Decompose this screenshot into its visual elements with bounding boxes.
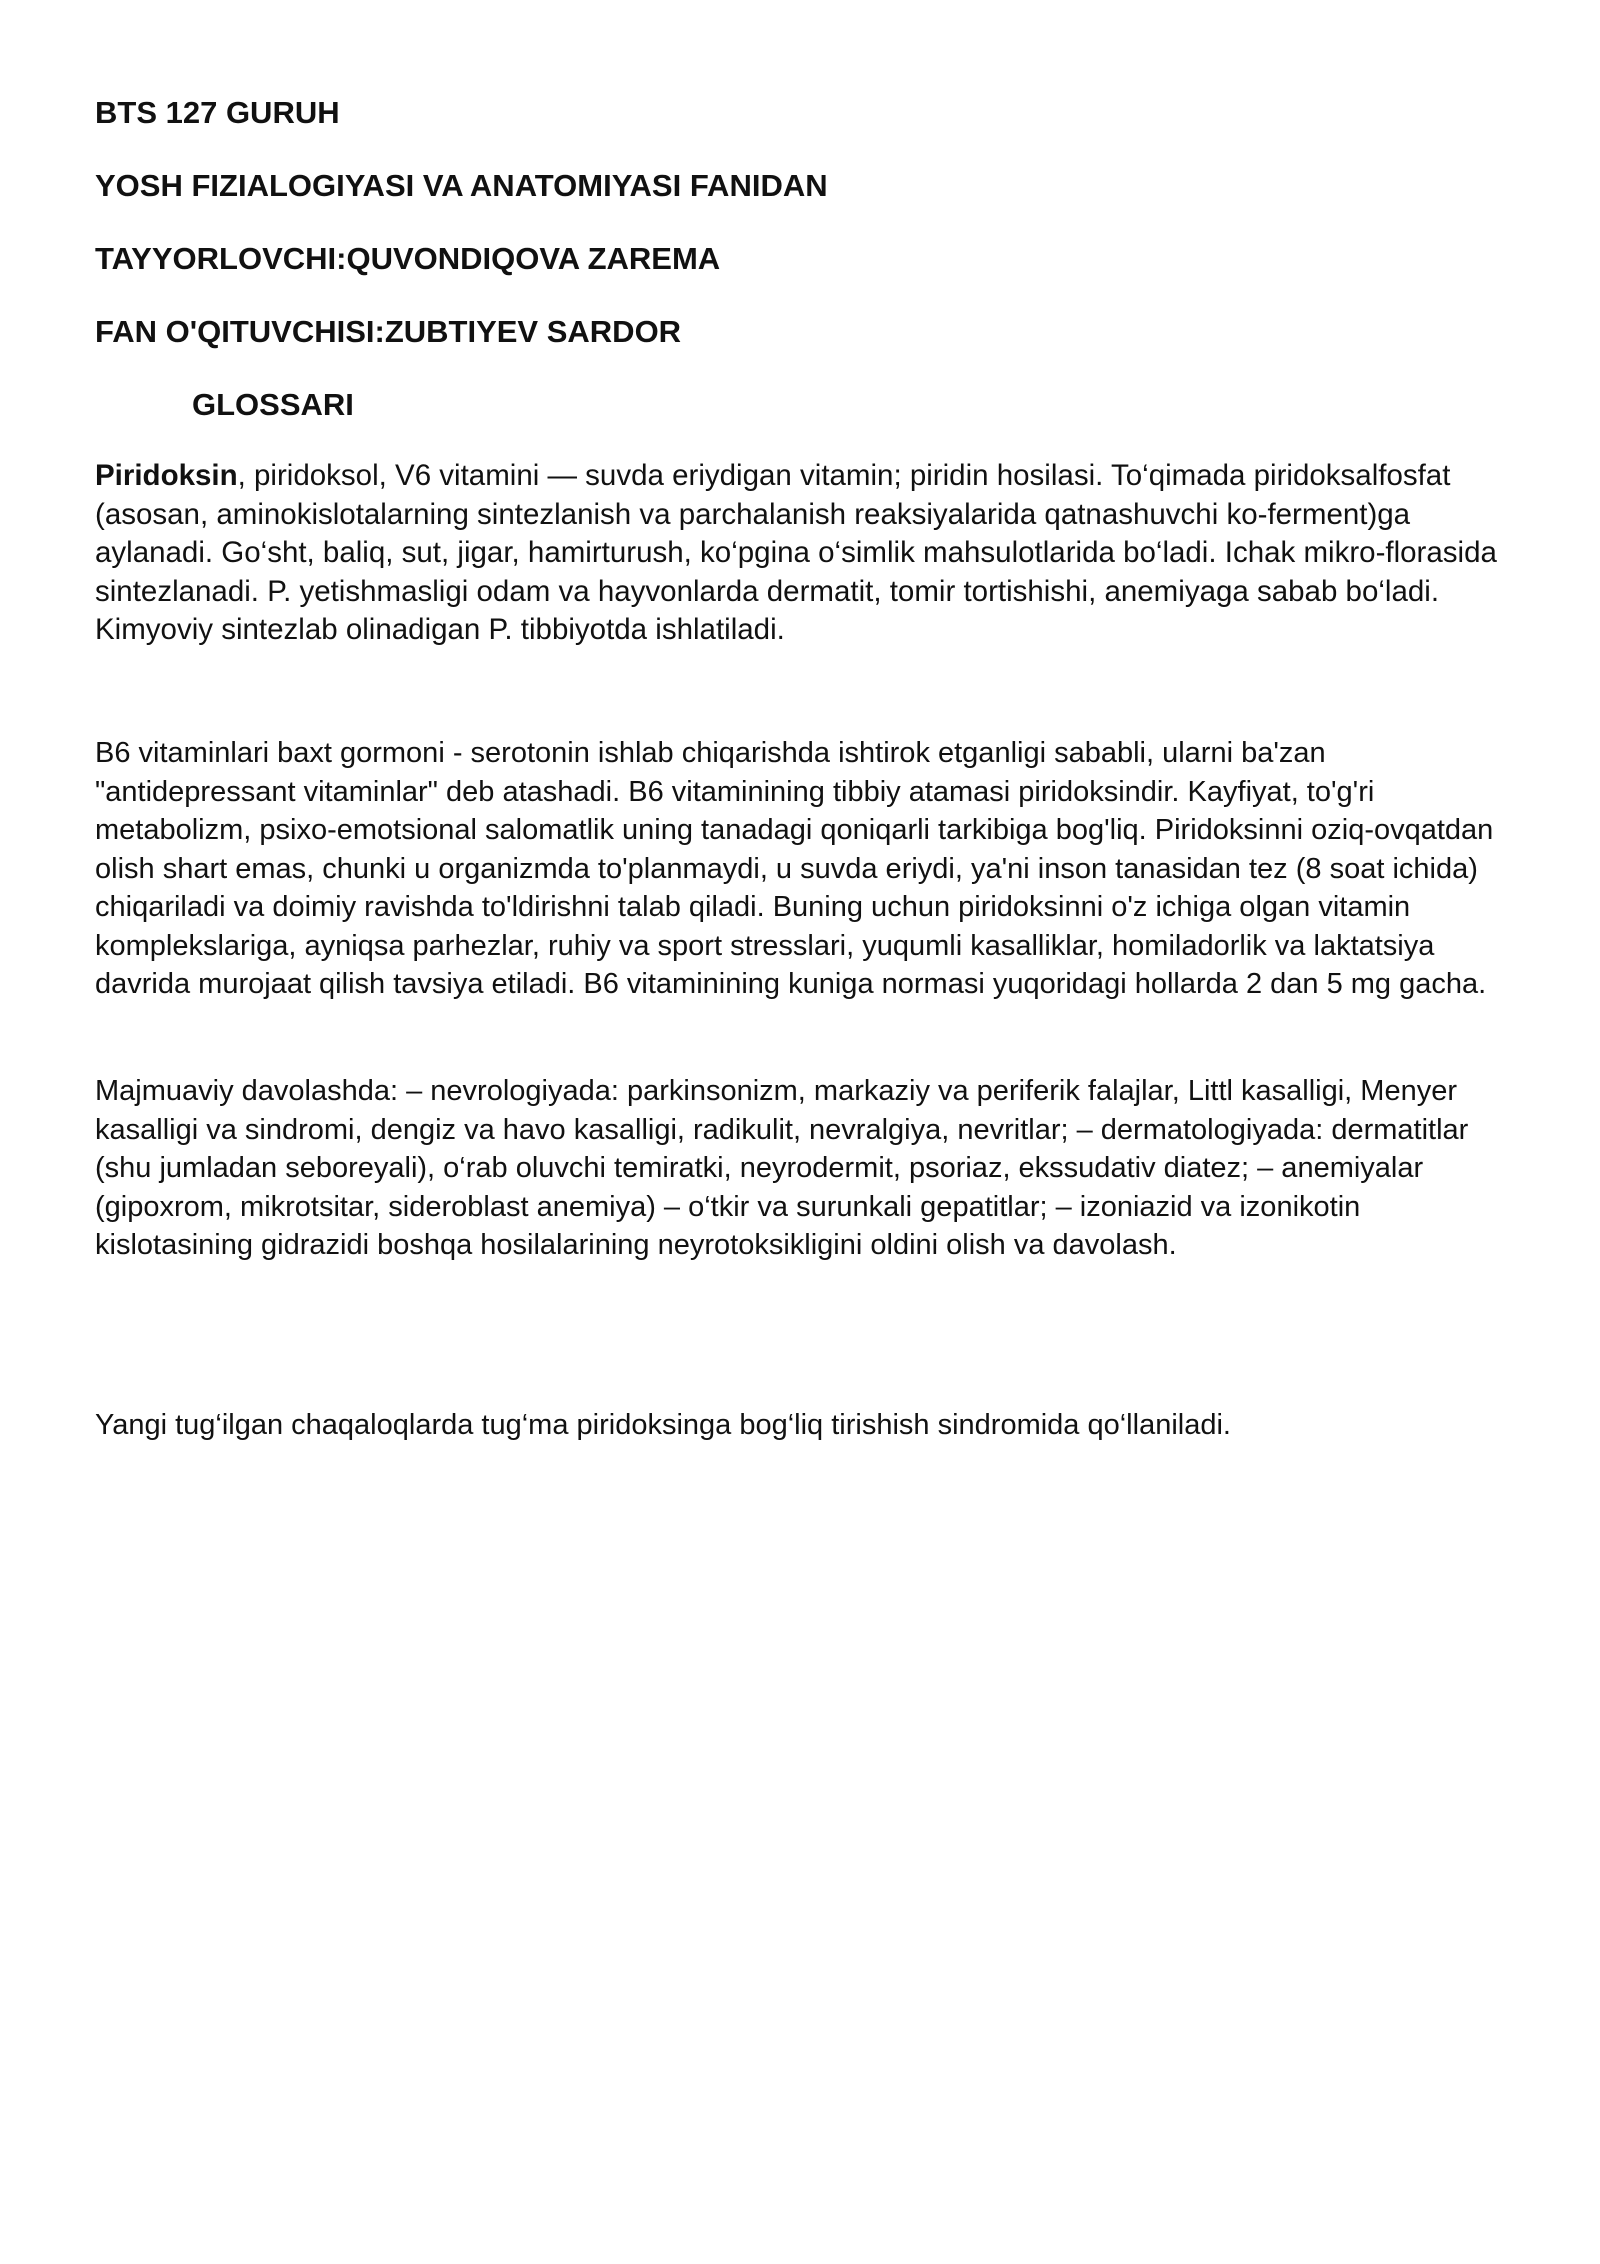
piridoksin-definition: , piridoksol, V6 vitamini — suvda eriydigan vitamin; piridin hosilasi. To‘qimada piridoksalfosfat (asosan, aminokislotalarning sintezlanish va parchalanish reaksiyalarida qatnashuvchi ko-ferment)ga aylanadi. Go‘sht, baliq, sut, jigar, hamirturush, ko‘pgina o‘simlik mahsulotlarida bo‘ladi. Ichak mikro-florasida sintezlanadi. P. yetishmasligi odam va hayvonlarda dermatit, tomir tortishishi, anemiyaga sabab bo‘ladi. Kimyoviy sintezlab olinadigan P. tibbiyotda ishlatiladi.: [95, 459, 1497, 646]
newborn-paragraph: Yangi tug‘ilgan chaqaloqlarda tug‘ma piridoksinga bog‘liq tirishish sindromida qo‘llaniladi.: [95, 1409, 1231, 1441]
glossary-title: GLOSSARI: [192, 387, 354, 422]
group-heading: BTS 127 GURUH: [95, 95, 340, 130]
subject-heading: YOSH FIZIALOGIYASI VA ANATOMIYASI FANIDAN: [95, 168, 828, 203]
piridoksin-term: Piridoksin: [95, 459, 238, 492]
author-heading: TAYYORLOVCHI:QUVONDIQOVA ZAREMA: [95, 241, 721, 276]
treatment-paragraph: Majmuaviy davolashda: – nevrologiyada: parkinsonizm, markaziy va periferik falajlar, Littl kasalligi, Menyer kasalligi va sindromi, dengiz va havo kasalligi, radikulit, nevralgiya, nevritlar; – dermatologiyada: dermatitlar (shu jumladan seboreyali), o‘rab oluvchi temiratki, neyrodermit, psoriaz, ekssudativ diatez; – anemiyalar (gipoxrom, mikrotsitar, sideroblast anemiya) – o‘tkir va surunkali gepatitlar; – izoniazid va izonikotin kislotasining gidrazidi boshqa hosilalarining neyrotoksikligini oldini olish va davolash.: [95, 1075, 1469, 1261]
piridoksin-paragraph: [95, 457, 1515, 650]
b6-vitamin-paragraph: B6 vitaminlari baxt gormoni - serotonin ishlab chiqarishda ishtirok etganligi sababli, ularni ba'zan "antidepressant vitaminlar" deb atashadi. B6 vitaminining tibbiy atamasi piridoksindir. Kayfiyat, to'g'ri metabolizm, psixo-emotsional salomatlik uning tanadagi qoniqarli tarkibiga bog'liq. Piridoksinni oziq-ovqatdan olish shart emas, chunki u organizmda to'planmaydi, u suvda eriydi, ya'ni inson tanasidan tez (8 soat ichida) chiqariladi va doimiy ravishda to'ldirishni talab qiladi. Buning uchun piridoksinni o'z ichiga olgan vitamin komplekslariga, ayniqsa parhezlar, ruhiy va sport stresslari, yuqumli kasalliklar, homiladorlik va laktatsiya davrida murojaat qilish tavsiya etiladi. B6 vitaminining kuniga normasi yuqoridagi hollarda 2 dan 5 mg gacha.: [95, 737, 1494, 1000]
teacher-heading: FAN O'QITUVCHISI:ZUBTIYEV SARDOR: [95, 314, 682, 349]
